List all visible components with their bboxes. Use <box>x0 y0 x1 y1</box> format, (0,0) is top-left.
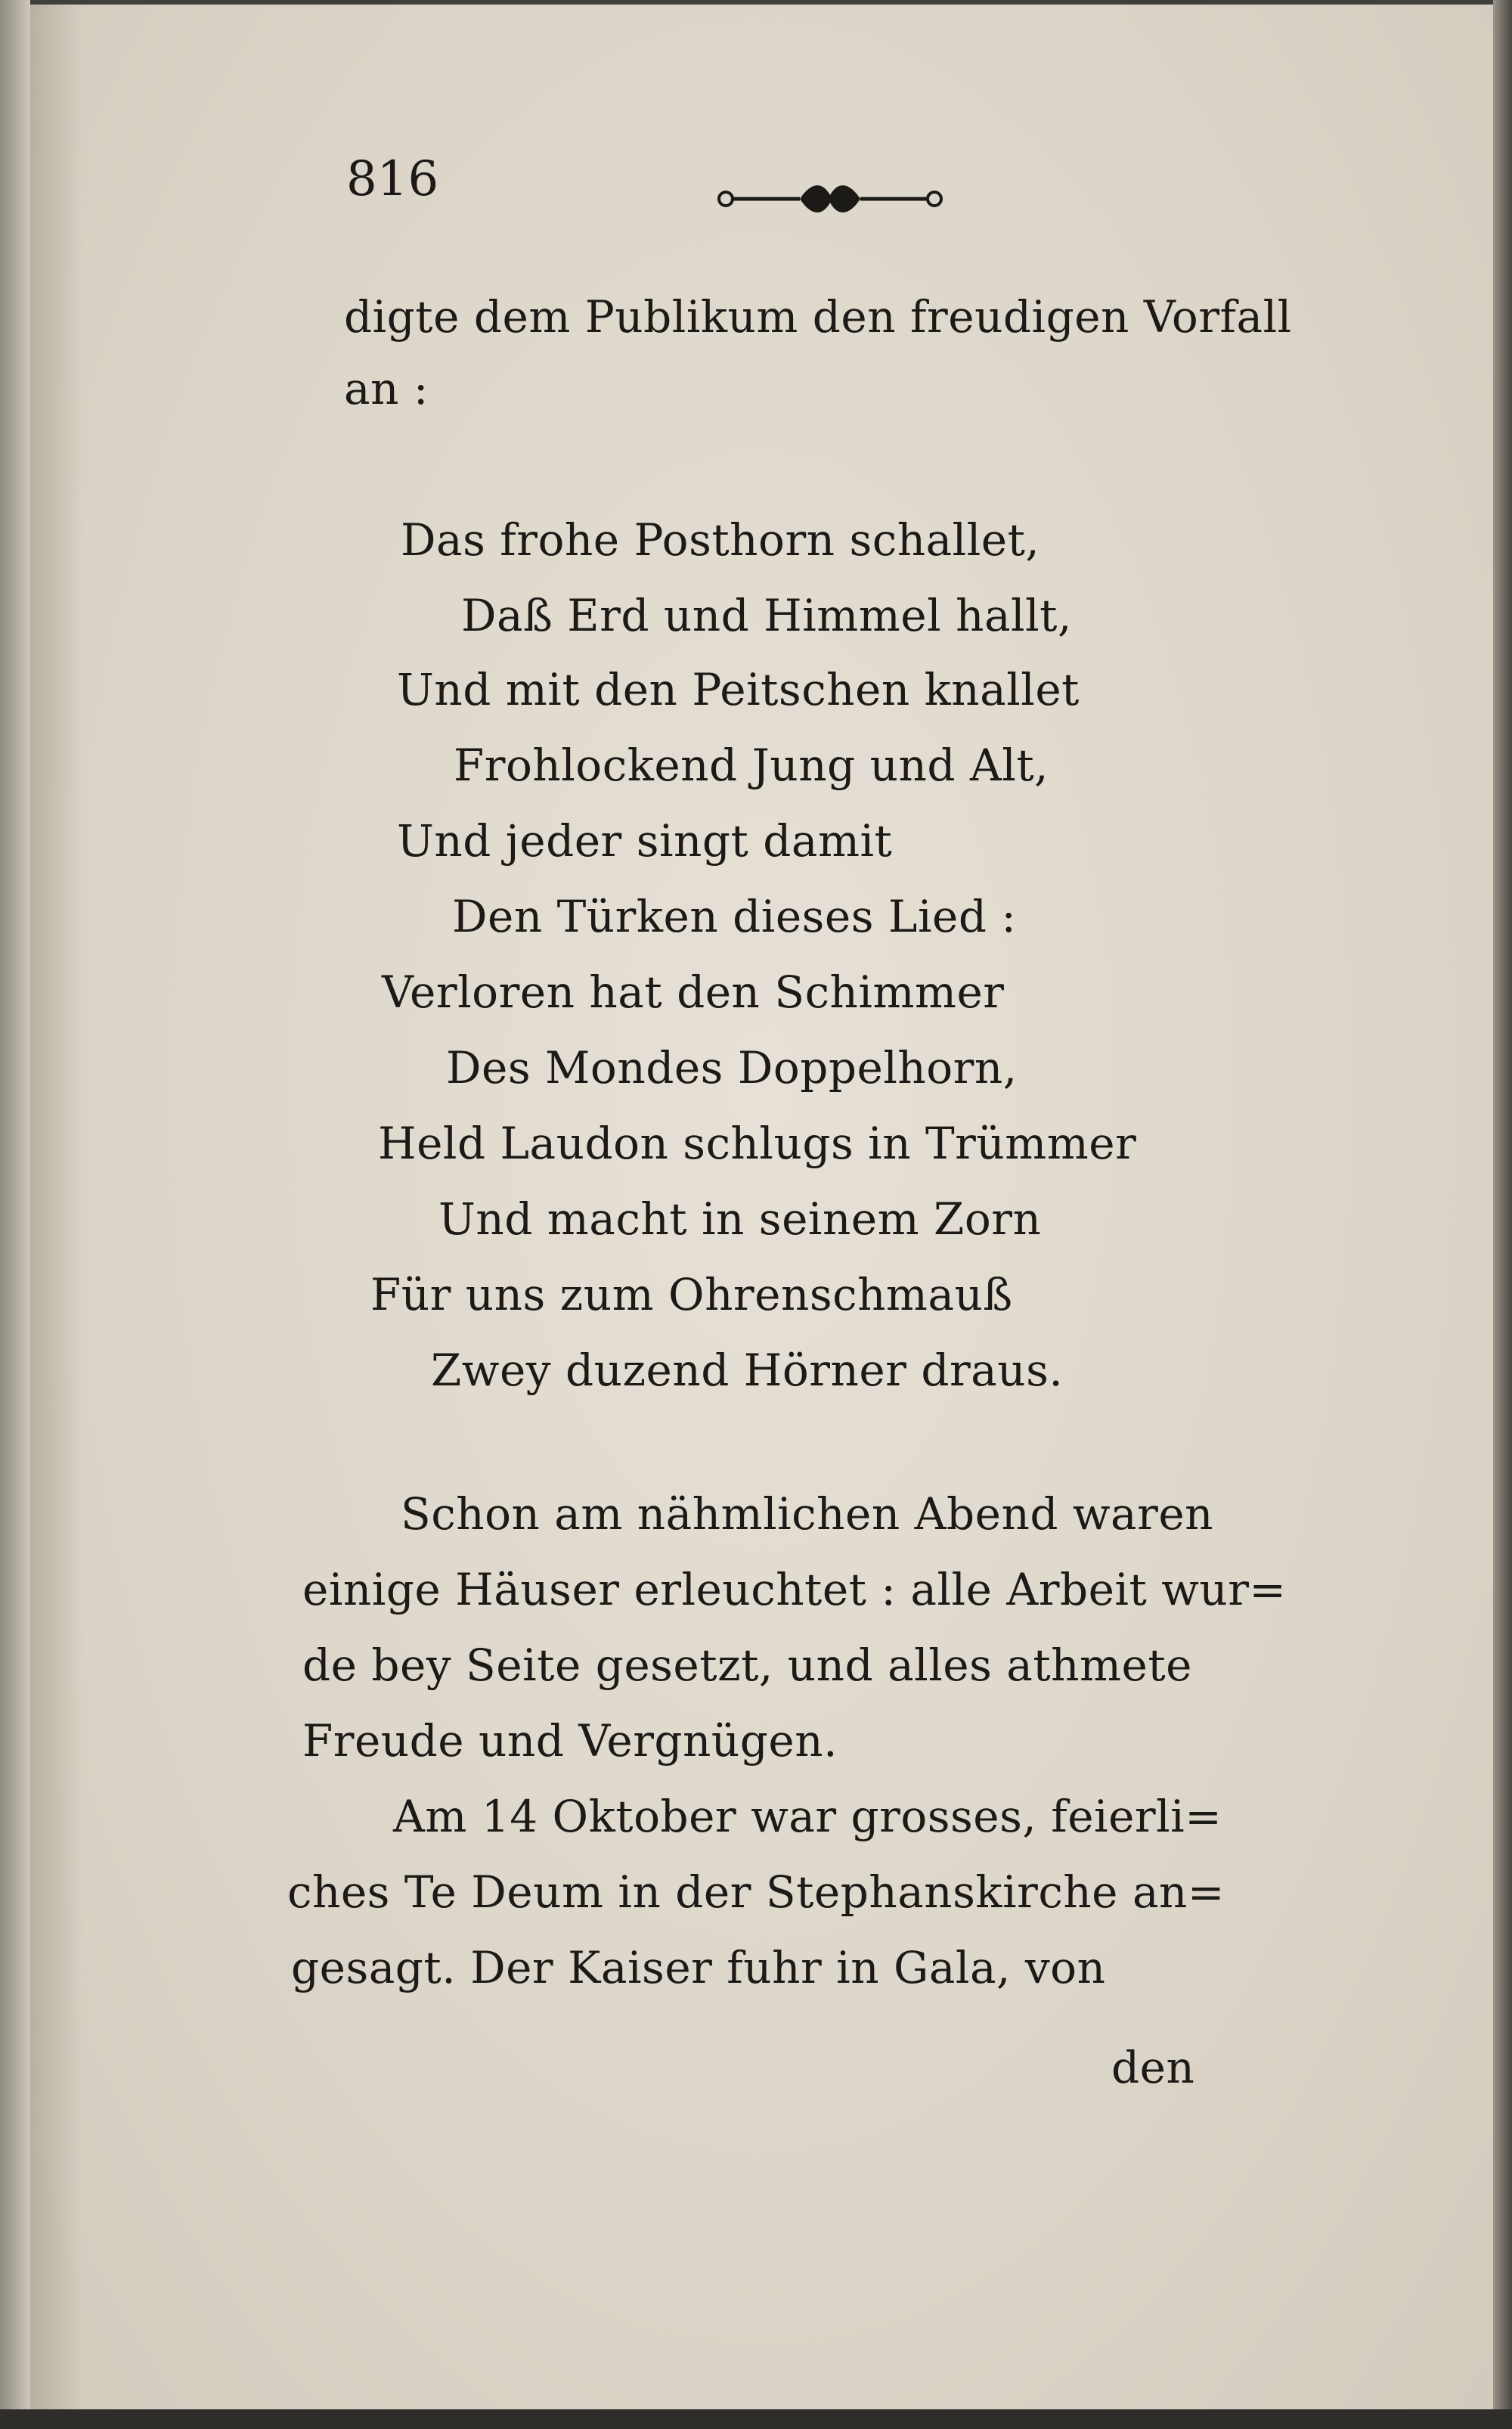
paragraph-2-line: gesagt. Der Kaiser fuhr in Gala, von <box>291 1942 1106 1993</box>
poem-line: Verloren hat den Schimmer <box>382 966 1005 1018</box>
poem-line: Und macht in seinem Zorn <box>438 1193 1042 1245</box>
paragraph-2-line: ches Te Deum in der Stephanskirche an= <box>287 1866 1225 1918</box>
catchword: den <box>1111 2042 1195 2093</box>
gutter-shadow <box>30 5 83 2409</box>
paragraph-1-line: einige Häuser erleuchtet : alle Arbeit wur= <box>302 1564 1287 1615</box>
decorative-rule-icon <box>717 172 943 225</box>
poem-line: Und mit den Peitschen knallet <box>397 664 1080 715</box>
poem-line: Zwey duzend Hörner draus. <box>431 1345 1064 1396</box>
poem-line: Und jeder singt damit <box>397 815 893 867</box>
poem-line: Den Türken dieses Lied : <box>452 891 1017 942</box>
poem-line: Daß Erd und Himmel hallt, <box>461 590 1072 641</box>
poem-line: Das frohe Posthorn schallet, <box>401 514 1040 566</box>
paragraph-1-line: Schon am nähmlichen Abend waren <box>401 1488 1214 1540</box>
paragraph-1-line: Freude und Vergnügen. <box>302 1715 838 1767</box>
book-spine-edge <box>0 0 30 2429</box>
paragraph-2-line: Am 14 Oktober war grosses, feierli= <box>393 1791 1222 1842</box>
poem-line: Frohlockend Jung und Alt, <box>454 740 1049 791</box>
intro-line-1: digte dem Publikum den freudigen Vorfall <box>344 291 1292 343</box>
page-fore-edge <box>1493 0 1512 2429</box>
intro-line-2: an : <box>344 363 429 414</box>
scan-bottom-border <box>0 2409 1512 2429</box>
poem-line: Für uns zum Ohrenschmauß <box>370 1269 1013 1320</box>
paragraph-1-line: de bey Seite gesetzt, und alles athmete <box>302 1639 1192 1691</box>
page-number: 816 <box>346 151 439 207</box>
poem-line: Held Laudon schlugs in Trümmer <box>378 1118 1137 1169</box>
poem-line: Des Mondes Doppelhorn, <box>446 1042 1018 1094</box>
